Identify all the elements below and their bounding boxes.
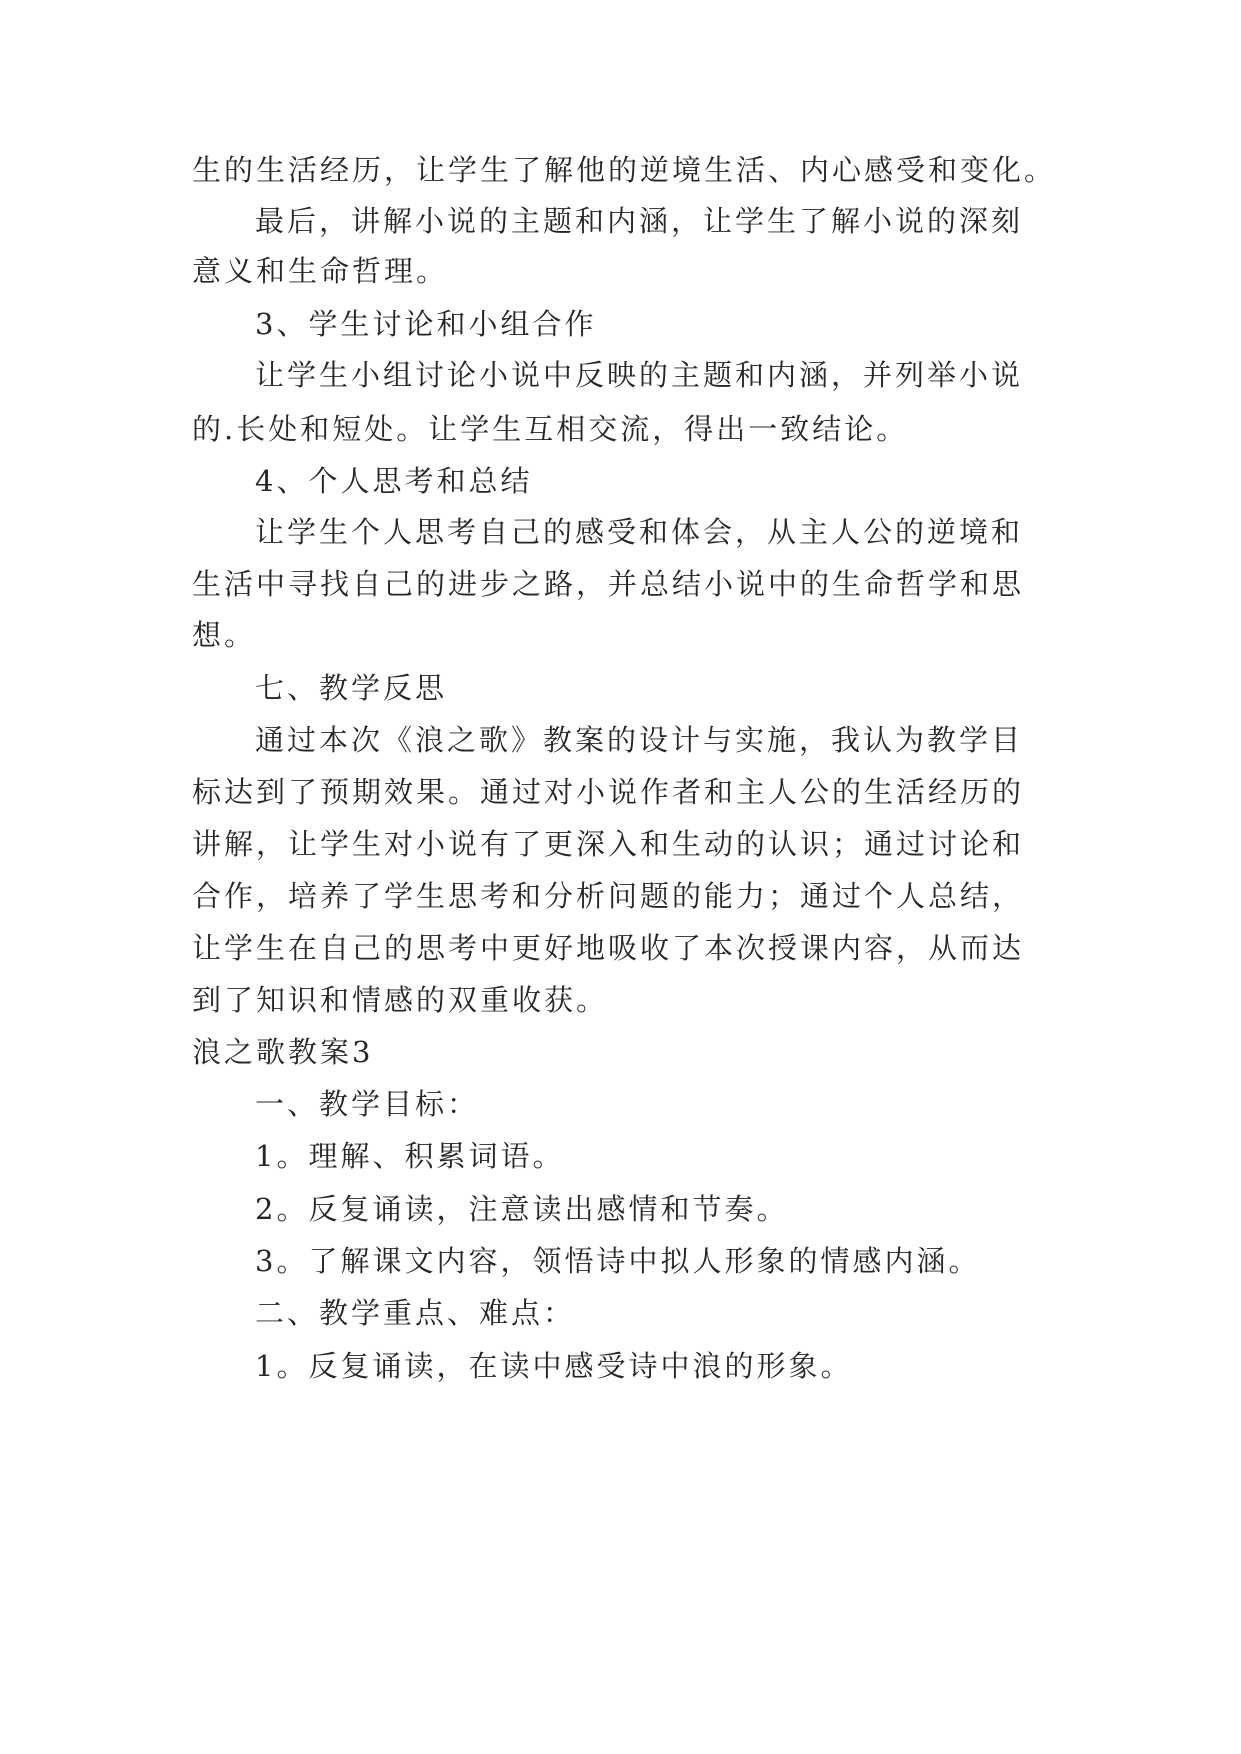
list-item: 1。理解、积累词语。 <box>255 1139 565 1173</box>
paragraph-line: 的.长处和短处。让学生互相交流，得出一致结论。 <box>192 412 909 446</box>
list-item: 3。了解课文内容，领悟诗中拟人形象的情感内涵。 <box>255 1244 981 1278</box>
paragraph-line: 让学生小组讨论小说中反映的主题和内涵，并列举小说 <box>255 358 1024 392</box>
list-item: 1。反复诵读，在读中感受诗中浪的形象。 <box>255 1349 853 1383</box>
paragraph-line: 生的生活经历，让学生了解他的逆境生活、内心感受和变化。 <box>192 153 1057 187</box>
section-heading: 4、个人思考和总结 <box>255 464 533 498</box>
paragraph-line: 让学生在自己的思考中更好地吸收了本次授课内容，从而达 <box>192 931 1025 965</box>
paragraph-line: 让学生个人思考自己的感受和体会，从主人公的逆境和 <box>255 515 1024 549</box>
section-heading: 3、学生讨论和小组合作 <box>255 307 597 341</box>
paragraph-line: 通过本次《浪之歌》教案的设计与实施，我认为教学目 <box>255 723 1024 757</box>
section-heading: 二、教学重点、难点： <box>255 1296 576 1330</box>
paragraph-line: 到了知识和情感的双重收获。 <box>192 983 609 1017</box>
list-item: 2。反复诵读，注意读出感情和节奏。 <box>255 1192 789 1226</box>
section-heading: 一、教学目标： <box>255 1087 480 1121</box>
paragraph-line: 想。 <box>192 618 257 652</box>
section-heading: 七、教学反思 <box>255 671 448 705</box>
paragraph-line: 讲解，让学生对小说有了更深入和生动的认识；通过讨论和 <box>192 827 1025 861</box>
paragraph-line: 最后，讲解小说的主题和内涵，让学生了解小说的深刻 <box>255 204 1024 238</box>
document-title: 浪之歌教案3 <box>192 1035 374 1069</box>
paragraph-line: 意义和生命哲理。 <box>192 254 449 288</box>
paragraph-line: 合作，培养了学生思考和分析问题的能力；通过个人总结， <box>192 879 1025 913</box>
paragraph-line: 生活中寻找自己的进步之路，并总结小说中的生命哲学和思 <box>192 567 1025 601</box>
paragraph-line: 标达到了预期效果。通过对小说作者和主人公的生活经历的 <box>192 775 1025 809</box>
